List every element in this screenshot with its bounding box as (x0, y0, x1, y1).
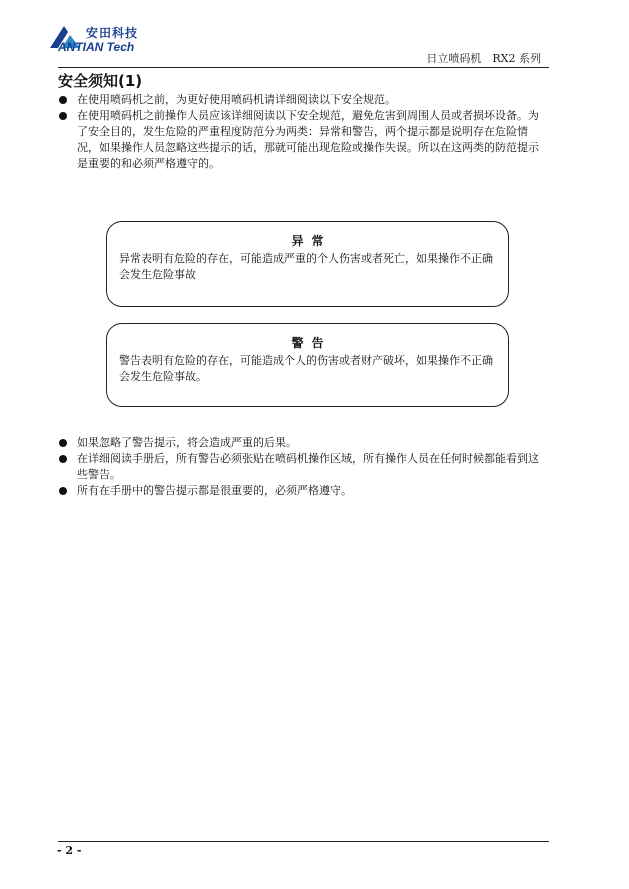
list-item: 在使用喷码机之前操作人员应该详细阅读以下安全规范，避免危害到周围人员或者损坏设备。为了安全目的，发生危险的严重程度防范分为两类：异常和警告，两个提示都是说明存在危险情况，如果操作人员忽略这些提示的话，那就可能出现危险或操作失误。所以在这两类的防范提示是重要的和必须严格遵守的。 (58, 108, 548, 172)
abnormal-notice-box (106, 221, 509, 307)
notice-box-body: 异常表明有危险的存在，可能造成严重的个人伤害或者死亡，如果操作不正确会发生危险事故 (119, 252, 493, 281)
notice-box-title: 警告 (291, 336, 332, 350)
bullet-icon (59, 439, 67, 447)
outro-bullet-list (58, 435, 548, 499)
logo-english-name: ANTIAN Tech (58, 40, 135, 54)
list-item: 如果忽略了警告提示，将会造成严重的后果。 (58, 435, 548, 451)
bullet-icon (59, 96, 67, 104)
document-header-title: 日立喷码机 RX2 系列 (426, 52, 541, 65)
logo-chinese-name: 安田科技 (86, 26, 139, 40)
notice-box-body: 警告表明有危险的存在，可能造成个人的伤害或者财产破坏，如果操作不正确会发生危险事故。 (119, 354, 493, 383)
bullet-icon (59, 487, 67, 495)
notice-box-title: 异常 (291, 234, 332, 248)
list-item: 所有在手册中的警告提示都是很重要的，必须严格遵守。 (58, 483, 548, 499)
bullet-icon (59, 455, 67, 463)
page-title: 安全须知(1) (58, 72, 143, 90)
header-divider (58, 67, 549, 68)
company-logo (48, 22, 158, 54)
footer-divider (58, 841, 549, 842)
page-number: - 2 - (57, 844, 82, 857)
warning-notice-box (106, 323, 509, 407)
list-item: 在详细阅读手册后，所有警告必须张贴在喷码机操作区域，所有操作人员在任何时候都能看到这些警告。 (58, 451, 548, 483)
list-item: 在使用喷码机之前，为更好使用喷码机请详细阅读以下安全规范。 (58, 92, 548, 108)
intro-bullet-list (58, 92, 548, 172)
bullet-icon (59, 112, 67, 120)
